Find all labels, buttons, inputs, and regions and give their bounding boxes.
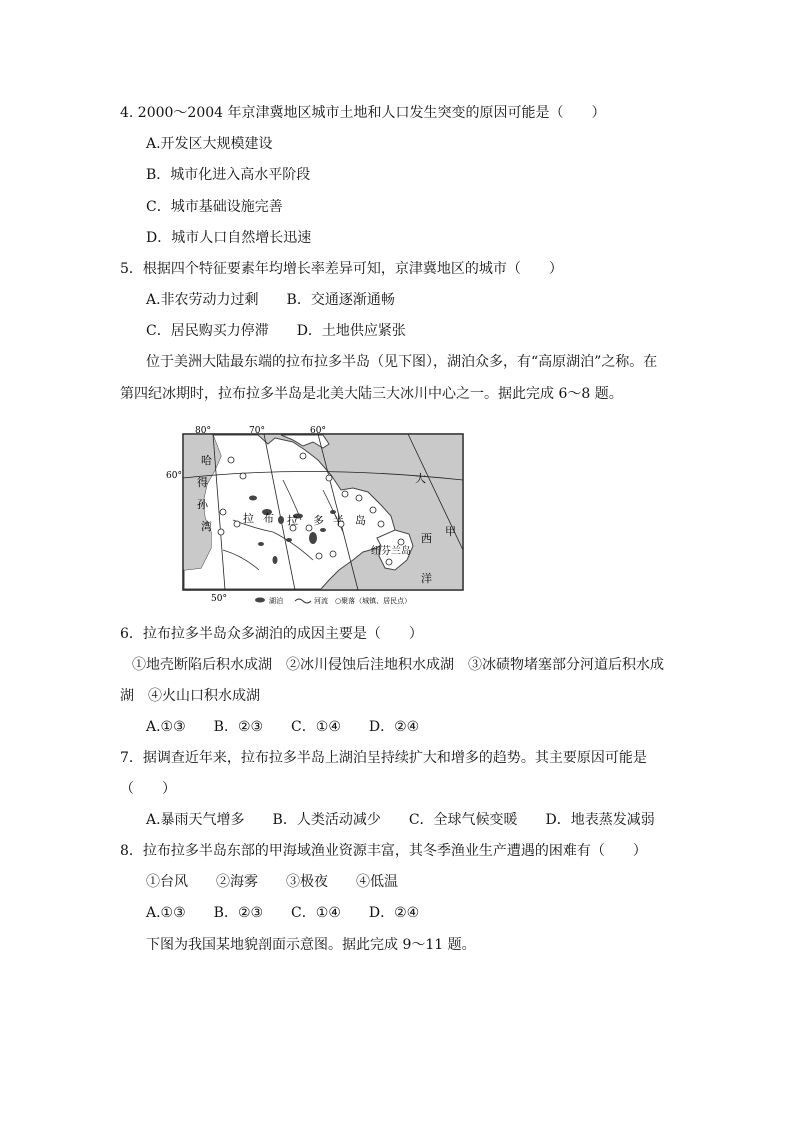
- hudson-bay-char: 孙: [197, 498, 208, 511]
- q7-options: A.暴雨天气增多 B．人类活动减少 C．全球气候变暖 D．地表蒸发减弱: [146, 812, 655, 828]
- atlantic-char: 西: [421, 532, 432, 545]
- settlement: [306, 525, 312, 531]
- q6-items-line-1: ①地壳断陷后积水成湖 ②冰川侵蚀后洼地积水成湖 ③冰碛物堵塞部分河道后积水成: [132, 657, 664, 673]
- settlement: [356, 495, 362, 501]
- lake: [273, 556, 278, 564]
- peninsula-char: 半: [333, 514, 344, 527]
- peninsula-char: 拉: [243, 512, 254, 525]
- sea-area-jia: 甲: [445, 525, 456, 538]
- lat-label-60: 60°: [166, 471, 182, 481]
- q7-stem-line-2: （ ）: [120, 781, 176, 797]
- labrador-map-svg: [163, 420, 465, 608]
- settlement: [300, 453, 306, 459]
- q8-options: A.①③ B．②③ C．①④ D．②④: [146, 905, 420, 921]
- peninsula-char: 布: [263, 512, 274, 525]
- settlement: [386, 559, 392, 565]
- settlement: [240, 473, 246, 479]
- hudson-bay-char: 得: [197, 476, 208, 489]
- settlement: [370, 507, 376, 513]
- lake: [249, 496, 257, 501]
- q5-options-line-2: C．居民购买力停滞 D．土地供应紧张: [146, 323, 406, 339]
- legend-settlement-label: ○聚落（城镇、居民点）: [335, 597, 412, 605]
- newfoundland-label: 纽芬兰岛: [371, 546, 411, 557]
- lake: [320, 528, 326, 532]
- settlement: [220, 509, 226, 515]
- intro-9-11: 下图为我国某地貌剖面示意图。据此完成 9～11 题。: [146, 937, 476, 953]
- peninsula-char: 多: [313, 514, 324, 527]
- q5-stem: 5．根据四个特征要素年均增长率差异可知，京津冀地区的城市（ ）: [120, 261, 563, 277]
- q8-items: ①台风 ②海雾 ③极夜 ④低温: [146, 874, 398, 890]
- lon-label-50: 50°: [211, 594, 227, 604]
- settlement: [398, 539, 404, 545]
- settlement: [326, 475, 332, 481]
- peninsula-char: 拉: [287, 514, 298, 527]
- legend-river-label: 河流: [314, 597, 328, 605]
- hudson-bay-char: 哈: [201, 454, 212, 467]
- lake: [278, 516, 284, 524]
- q4-stem: 4. 2000～2004 年京津冀地区城市土地和人口发生突变的原因可能是（ ）: [120, 105, 606, 121]
- intro-6-8-line-2: 第四纪冰期时，拉布拉多半岛是北美大陆三大冰川中心之一。据此完成 6～8 题。: [120, 386, 623, 402]
- q4-option-d: D．城市人口自然增长迅速: [146, 230, 312, 246]
- settlement: [378, 521, 384, 527]
- q5-options-line-1: A.非农劳动力过剩 B．交通逐渐通畅: [146, 292, 395, 308]
- settlement: [316, 553, 322, 559]
- settlement: [228, 457, 234, 463]
- q4-option-a: A.开发区大规模建设: [146, 136, 273, 152]
- settlement: [234, 521, 240, 527]
- q7-stem-line-1: 7．据调查近年来，拉布拉多半岛上湖泊呈持续扩大和增多的趋势。其主要原因可能是: [120, 750, 647, 766]
- legend-lake-label: 湖泊: [269, 597, 283, 605]
- peninsula-char: 岛: [355, 514, 366, 527]
- q4-option-c: C．城市基础设施完善: [146, 199, 283, 215]
- lon-label-70: 70°: [249, 426, 265, 436]
- q6-stem: 6．拉布拉多半岛众多湖泊的成因主要是（ ）: [120, 626, 423, 642]
- legend-river-symbol: [295, 599, 311, 603]
- atlantic-char: 大: [415, 472, 426, 485]
- q4-option-b: B．城市化进入高水平阶段: [146, 167, 311, 183]
- q6-options: A.①③ B．②③ C．①④ D．②④: [146, 719, 420, 735]
- map-legend: [255, 596, 411, 605]
- hudson-bay-char: 湾: [201, 520, 212, 533]
- lon-label-80: 80°: [195, 426, 211, 436]
- settlement: [342, 491, 348, 497]
- q8-stem: 8．拉布拉多半岛东部的甲海域渔业资源丰富，其冬季渔业生产遭遇的困难有（ ）: [120, 843, 647, 859]
- intro-6-8-line-1: 位于美洲大陆最东端的拉布拉多半岛（见下图），湖泊众多，有“高原湖泊”之称。在: [146, 354, 658, 370]
- lon-label-60: 60°: [310, 426, 326, 436]
- lake: [258, 542, 264, 546]
- labrador-map: [163, 420, 465, 608]
- settlement: [330, 551, 336, 557]
- settlement: [218, 529, 224, 535]
- atlantic-char: 洋: [421, 572, 432, 585]
- q6-items-line-2: 湖 ④火山口积水成湖: [120, 688, 260, 704]
- legend-lake-symbol: [255, 598, 265, 603]
- lake: [309, 532, 317, 544]
